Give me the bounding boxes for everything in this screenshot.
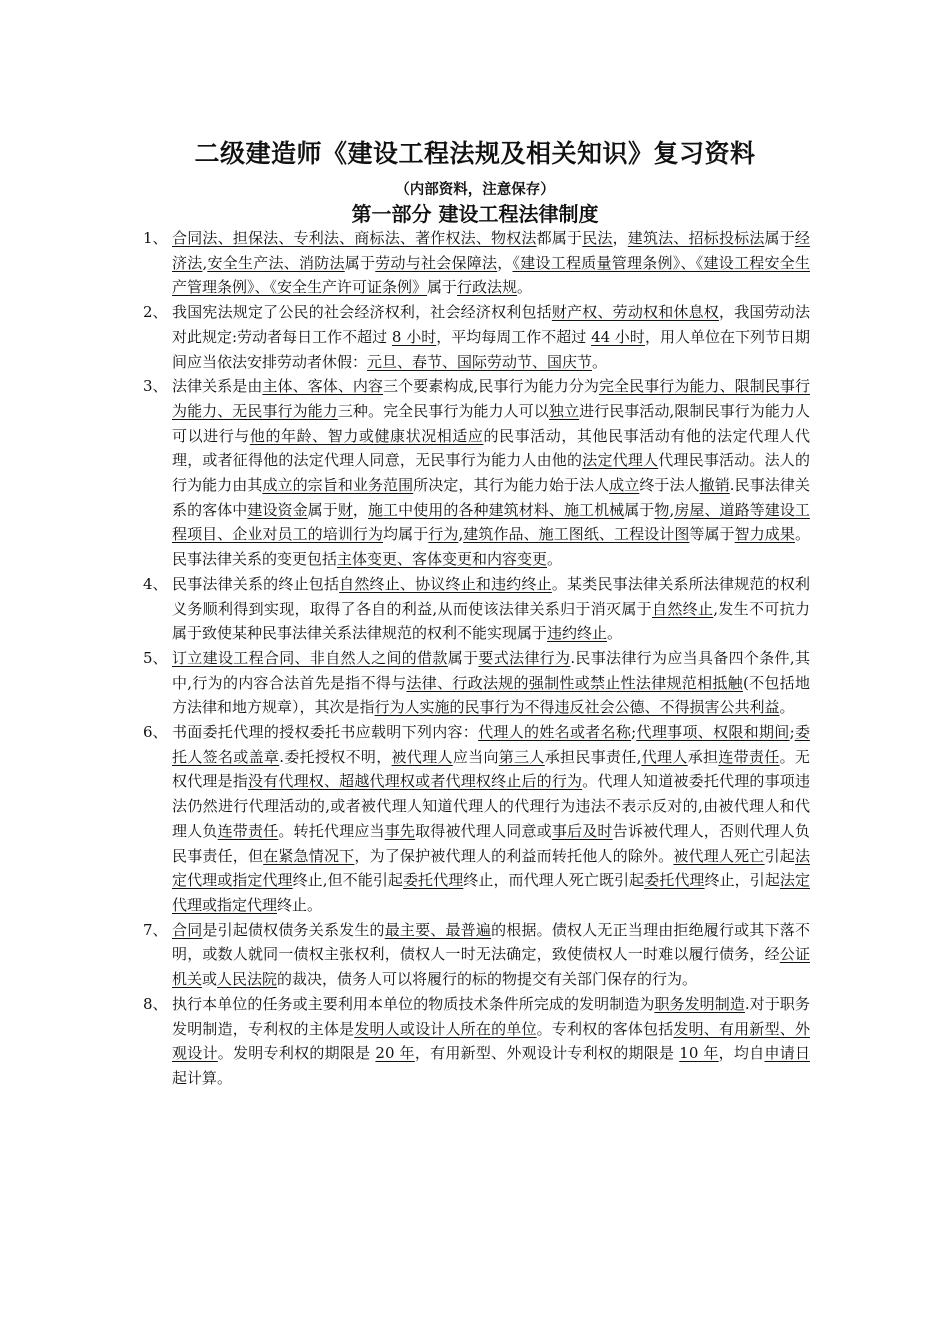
underlined-key-term: 建筑法、招标投标法	[627, 229, 765, 247]
underlined-key-term: 被代理人死亡	[673, 846, 765, 865]
list-item	[0, 720, 810, 918]
underlined-key-term: 自然终止、协议终止和违约终止	[339, 574, 552, 593]
underlined-key-term: 物	[654, 500, 670, 519]
underlined-key-term: 安全生产法、消防法	[207, 253, 345, 272]
underlined-key-term: 成立	[609, 476, 640, 495]
item-text: .委托授权不明，	[279, 747, 392, 766]
item-text: 承担民事责任,	[544, 747, 642, 766]
underlined-key-term: 连带责任	[217, 821, 279, 840]
underlined-key-term: 职务发明制造	[654, 994, 745, 1013]
item-text: 告诉被代理人，否则代理人负民事责任，但	[172, 821, 810, 865]
underlined-key-term: 完全民事行为能力、限制民事行为能力、无民事行为能力	[172, 377, 810, 420]
document-title: 二级建造师《建设工程法规及相关知识》复习资料	[194, 139, 756, 168]
underlined-key-term: 财产权、劳动权和休息权	[551, 303, 719, 322]
underlined-key-term: 代理人的姓名或者名称	[478, 723, 632, 742]
item-text: 终于法人	[639, 476, 700, 495]
item-text: ，	[612, 229, 628, 247]
item-text: ，为了保护被代理人的利益而转托他人的除外。	[354, 846, 674, 865]
underlined-key-term: 最主要、最普遍	[384, 920, 492, 939]
underlined-key-term: 建设资金	[247, 500, 308, 519]
item-text: 。	[607, 624, 623, 643]
item-text: 属于	[344, 253, 376, 272]
item-text: ，我国劳动法对此规定:劳动者每日工作不超过	[172, 303, 810, 346]
list-item	[0, 992, 810, 1091]
underlined-key-term: 他的年龄、智力或健康状况相适应	[249, 426, 484, 445]
item-text: 属于	[447, 648, 479, 667]
item-number: 2、	[143, 303, 168, 322]
item-text: 属于	[764, 229, 795, 247]
item-text: 。民事法律关系的变更包括	[172, 525, 810, 569]
item-text: 属于	[307, 500, 338, 519]
underlined-key-term: 没有代理权、超越代理权或者代理权终止后的行为	[247, 772, 583, 791]
item-text: .民事法律关系的客体中	[172, 476, 810, 519]
underlined-key-term: 劳动与社会保障法	[375, 253, 498, 272]
item-text: 属于	[427, 278, 458, 297]
item-text: 终止，而代理人死亡既引起	[463, 871, 645, 890]
item-text: 起计算。	[172, 1068, 233, 1087]
underlined-key-term: 行为	[428, 525, 459, 544]
item-text: ，均自	[718, 1044, 765, 1063]
item-text: ，有用新型、外观设计专利权的期限是	[414, 1044, 680, 1063]
item-text: 终止，引起	[704, 871, 780, 890]
underlined-key-term: 10 年	[679, 1044, 719, 1063]
item-text: 均属于	[383, 525, 429, 544]
item-text: ，用人单位在下列节日期间应当依法安排劳动者休假：	[172, 327, 810, 371]
underlined-key-term: 《建设工程质量管理条例》、《建设工程安全生产管理条例》、《安全生产许可证条例》	[172, 253, 810, 297]
underlined-key-term: 建筑作品、施工图纸、工程设计图	[463, 525, 690, 544]
item-text: ，	[352, 500, 368, 519]
underlined-key-term: 合同法、担保法、专利法、商标法、著作权法、物权法	[172, 229, 537, 247]
list-item	[0, 226, 810, 300]
underlined-key-term: 行为人实施的民事行为不得违反社会公德、不得损害公共利益	[374, 698, 780, 717]
item-text: ，平均每周工作不超过	[436, 327, 592, 346]
part-heading: 第一部分 建设工程法律制度	[351, 202, 599, 226]
underlined-key-term: 行政法规	[457, 278, 518, 297]
item-text: 代理民事活动。法人的行为能力由其	[172, 451, 810, 495]
item-text: 终止,但不能引起	[292, 871, 403, 890]
item-text: 进行民事活动,限制民事行为能力人可以进行与	[172, 401, 810, 445]
item-number: 8、	[143, 994, 168, 1013]
item-text: 执行本单位的任务或主要利用本单位的物质技术条件所完成的发明制造为	[172, 994, 655, 1013]
underlined-key-term: 违约终止	[547, 624, 608, 643]
list-item	[0, 918, 810, 992]
underlined-key-term: 成立的宗旨和业务范围	[262, 476, 414, 495]
underlined-key-term: 财	[337, 500, 353, 519]
underlined-key-term: 法定代理或指定代理	[172, 871, 810, 914]
item-text: 。	[547, 550, 563, 569]
underlined-key-term: 委托人签名或盖章	[172, 723, 810, 766]
underlined-key-term: 事后及时	[551, 821, 613, 840]
item-text: 。代理人知道被委托代理的事项违法仍然进行代理活动的,或者被代理人知道代理人的代理行为违法不表示反对的,由被代理人和代理人负	[172, 772, 810, 840]
item-number: 7、	[143, 920, 168, 939]
underlined-key-term: 要式法律行为	[478, 648, 571, 667]
underlined-key-term: 被代理人	[391, 747, 453, 766]
underlined-key-term: 20 年	[375, 1044, 415, 1063]
item-text: 民事法律关系的终止包括	[172, 574, 340, 593]
list-item	[0, 374, 810, 572]
underlined-key-term: 智力成果	[734, 525, 795, 544]
underlined-key-term: 经济法	[172, 229, 810, 272]
item-text: (不包括地方法律和地方规章），其次是指	[172, 673, 810, 717]
item-number: 5、	[143, 648, 168, 667]
item-text: 。无权代理是指	[172, 747, 810, 791]
numbered-list	[0, 226, 950, 1091]
item-text: 书面委托代理的授权委托书应载明下列内容：	[172, 723, 479, 742]
item-text: ,	[669, 500, 675, 519]
underlined-key-term: 第三人	[498, 747, 545, 766]
underlined-key-term: 订立建设工程合同、非自然人之间的借款	[172, 648, 448, 667]
item-number: 4、	[143, 574, 168, 593]
item-text: 。转托代理应当	[278, 821, 385, 840]
item-text: 应当向	[452, 747, 499, 766]
underlined-key-term: 撤销	[699, 476, 730, 495]
list-item	[0, 300, 810, 374]
item-text: .对于职务发明制造，专利权的主体是	[172, 994, 810, 1038]
item-text: 都属于	[536, 229, 583, 247]
underlined-key-term: 法定代理人	[582, 451, 659, 470]
underlined-key-term: 施工中使用的各种建筑材料、施工机械	[367, 500, 625, 519]
item-text: ，	[497, 253, 513, 272]
underlined-key-term: 8 小时	[391, 327, 437, 346]
underlined-key-term: 法定代理或指定代理	[172, 846, 810, 890]
item-text: ,	[458, 525, 464, 544]
underlined-key-term: 在紧急情况下	[263, 846, 355, 865]
item-text: .民事法律行为应当具备四个条件,其中,行为的内容合法首先是指不得与	[172, 648, 810, 692]
item-text: 引起	[764, 846, 795, 865]
item-text: 。发明专利权的期限是	[217, 1044, 376, 1063]
item-text: 所决定，其行为能力始于法人	[413, 476, 610, 495]
item-text: 取得被代理人同意或	[415, 821, 552, 840]
item-text: 。	[517, 278, 533, 297]
underlined-key-term: 44 小时	[591, 327, 645, 346]
list-item	[0, 572, 810, 646]
item-number: 3、	[143, 377, 168, 396]
item-text: 是引起债权债务关系发生的	[202, 920, 385, 939]
underlined-key-term: 公证机关	[172, 945, 810, 989]
underlined-key-term: 主体、客体、内容	[262, 377, 384, 396]
underlined-key-term: 人民法院	[217, 970, 278, 989]
underlined-key-term: 连带责任	[718, 747, 780, 766]
item-text: 三个要素构成,民事行为能力分为	[383, 377, 599, 396]
item-text: 终止。	[277, 895, 323, 914]
item-text: 。专利权的客体包括	[536, 1019, 674, 1038]
item-number: 1、	[143, 229, 168, 247]
underlined-key-term: 事先	[384, 821, 416, 840]
item-text: 属于	[624, 500, 655, 519]
underlined-key-term: 委托代理	[644, 871, 705, 890]
underlined-key-term: 元旦、春节、国际劳动节、国庆节	[367, 352, 593, 371]
list-item	[0, 646, 810, 720]
underlined-key-term: 代理人	[641, 747, 688, 766]
item-text: 的民事活动，其他民事活动有他的法定代理人代理，或者征得他的法定代理人同意，无民事行为能力人由他的	[172, 426, 810, 470]
item-number: 6、	[143, 723, 168, 742]
item-text: ,发生不可抗力属于致使某种民事法律关系法律规范的权利不能实现属于	[172, 599, 810, 643]
underlined-key-term: 自然终止	[652, 599, 714, 618]
item-text: ,	[202, 253, 208, 272]
item-text: 的根据。债权人无正当理由拒绝履行或其下落不明，或数人就同一债权主张权利，债权人一时无法确定，致使债权人一时难以履行债务，经	[172, 920, 810, 964]
item-text: 三种。完全民事行为能力人可以	[337, 401, 549, 420]
item-text: 。	[779, 698, 795, 717]
underlined-key-term: 申请日	[764, 1044, 810, 1063]
item-text: 。	[592, 352, 608, 371]
document-subtitle: （内部资料，注意保存）	[395, 181, 555, 198]
item-text: 的裁决，债务人可以将履行的标的物提交有关部门保存的行为。	[277, 970, 698, 989]
underlined-key-term: 独立	[548, 401, 580, 420]
item-text: 承担	[687, 747, 719, 766]
underlined-key-term: 合同	[172, 920, 203, 939]
underlined-key-term: 发明、有用新型、外观设计	[172, 1019, 810, 1063]
item-text: 或	[202, 970, 218, 989]
underlined-key-term: 房屋、道路等建设工程项目、企业对员工的培训行为	[172, 500, 810, 544]
item-text: ;	[789, 723, 795, 742]
item-text: 我国宪法规定了公民的社会经济权利，社会经济权利包括	[172, 303, 552, 322]
underlined-key-term: 法律、行政法规的强制性或禁止性法律规范相抵触	[406, 673, 743, 692]
item-text: ;	[631, 723, 637, 742]
item-text: 。某类民事法律关系所法律规范的权利义务顺利得到实现，取得了各自的利益,从而使该法律关系归于消灭属于	[172, 574, 810, 618]
underlined-key-term: 发明人或设计人所在的单位	[354, 1019, 537, 1038]
underlined-key-term: 代理事项、权限和期间	[636, 723, 790, 742]
underlined-key-term: 主体变更、客体变更和内容变更	[337, 550, 548, 569]
underlined-key-term: 民法	[582, 229, 613, 247]
underlined-key-term: 委托代理	[402, 871, 464, 890]
item-text: 法律关系是由	[172, 377, 263, 396]
item-text: 等属于	[689, 525, 735, 544]
